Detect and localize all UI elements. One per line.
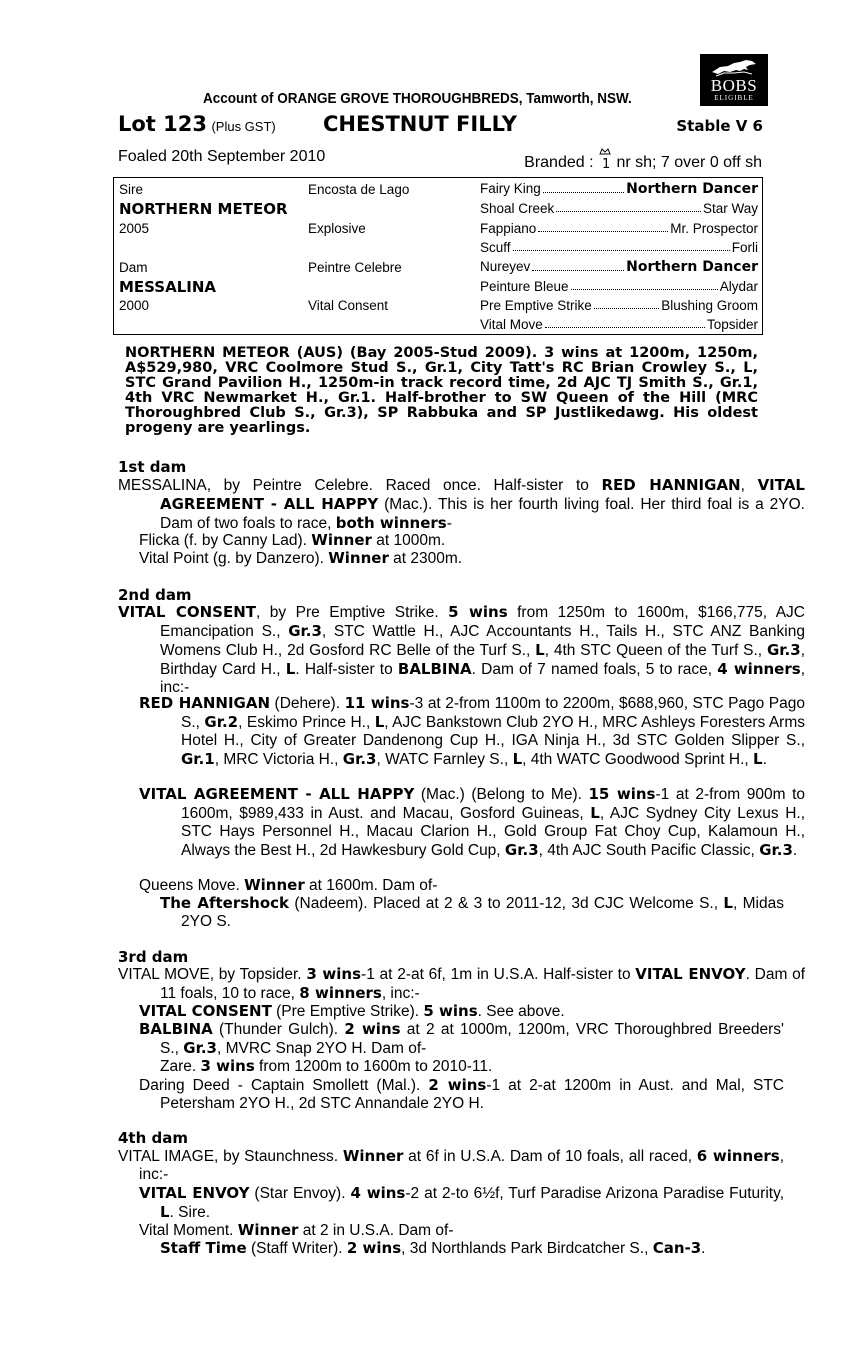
text: .: [762, 751, 767, 768]
bold-text: 3 wins: [200, 1057, 255, 1075]
bold-text: L: [723, 894, 733, 912]
bold-text: VITAL CONSENT: [118, 603, 256, 621]
second-dam-progeny: [139, 785, 805, 860]
text: at 2300m.: [388, 550, 463, 567]
pedigree-table: [113, 177, 763, 335]
third-dam-grand-progeny: [160, 1057, 763, 1076]
bold-text: 4 wins: [350, 1184, 406, 1202]
text: , Eskimo Prince H.,: [238, 714, 375, 731]
text: at 1000m.: [371, 532, 446, 549]
text: (Dehere).: [270, 695, 345, 712]
brand-info: [524, 148, 762, 172]
bold-text: VITAL ENVOY: [635, 965, 746, 983]
bold-text: L: [535, 641, 545, 659]
text: VITAL MOVE, by Topsider.: [118, 966, 307, 983]
second-dam-main: [118, 603, 805, 697]
brand-crown-icon: [598, 148, 612, 170]
sire-label: Sire: [119, 182, 144, 197]
bold-text: Gr.3: [183, 1039, 217, 1057]
sire-name: NORTHERN METEOR: [119, 200, 288, 218]
text: (Mac.) (Belong to Me).: [414, 786, 589, 803]
third-dam-main: [118, 965, 805, 1003]
brand-description: nr sh; 7 over 0 off sh: [616, 154, 762, 171]
bold-text: 8 winners: [299, 984, 382, 1002]
bold-text: 4 winners: [717, 660, 801, 678]
text: Queens Move.: [139, 877, 245, 894]
text: , inc:-: [160, 661, 805, 696]
bold-text: Gr.3: [342, 750, 377, 768]
second-dam-progeny: [139, 694, 805, 769]
sire-sire: Encosta de Lago: [308, 182, 410, 197]
bold-text: Gr.3: [504, 841, 539, 859]
ancestor-row: Fappiano Mr. Prospector: [480, 221, 758, 236]
bold-text: BALBINA: [397, 660, 472, 678]
text: at 6f in U.S.A. Dam of 10 foals, all raced,: [403, 1148, 697, 1165]
bold-text: 5 wins: [423, 1002, 478, 1020]
bold-text: Winner: [311, 531, 372, 549]
text: .: [701, 1240, 706, 1257]
logo-text-eligible: ELIGIBLE: [714, 94, 754, 102]
text: from 1200m to 1600m to 2010-11.: [254, 1058, 493, 1075]
text: -1 at 2-from 900m to 1600m, $989,433 in Aust. and Macau, Gosford Guineas,: [181, 786, 806, 822]
text: , Midas 2YO S.: [181, 895, 784, 930]
text: . Half-sister to: [295, 661, 398, 678]
sire-dam: Explosive: [308, 221, 366, 236]
fourth-dam-grand-progeny: [160, 1239, 763, 1258]
text: -2 at 2-to 6½f, Turf Paradise Arizona Paradise Futurity,: [405, 1185, 785, 1202]
bold-text: Gr.3: [766, 641, 801, 659]
text: -1 at 2-at 1200m in Aust. and Mal, STC Petersham 2YO H., 2d STC Annandale 2YO H.: [160, 1077, 784, 1112]
text: , 4th WATC Goodwood Sprint H.,: [522, 751, 753, 768]
text: Vital Point (g. by Danzero).: [139, 550, 329, 567]
text: , Birthday Card H.,: [160, 642, 805, 678]
bold-text: 11 wins: [344, 694, 410, 712]
text: (Nadeem). Placed at 2 & 3 to 2011-12, 3d CJC Welcome S.,: [289, 895, 724, 912]
text: Daring Deed - Captain Smollett (Mal.).: [139, 1077, 429, 1094]
ancestor-row: Shoal Creek Star Way: [480, 201, 758, 216]
bold-text: BALBINA: [139, 1020, 213, 1038]
dam-year: 2000: [119, 298, 150, 313]
plus-gst-note: (Plus GST): [211, 119, 276, 134]
bold-text: Gr.3: [759, 841, 793, 859]
bobs-eligible-logo: [700, 54, 768, 106]
bold-text: VITAL ENVOY: [139, 1184, 250, 1202]
bold-text: 5 wins: [448, 603, 508, 621]
bold-text: L: [160, 1203, 170, 1221]
bold-text: 15 wins: [588, 785, 656, 803]
dam-sire: Peintre Celebre: [308, 260, 402, 275]
bold-text: Winner: [328, 549, 389, 567]
text: , inc:-: [139, 1148, 785, 1183]
bold-text: RED HANNIGAN: [139, 694, 271, 712]
stable-number: Stable V 6: [676, 117, 763, 135]
text: at 2 at 1000m, 1200m, VRC Thoroughbred Breeders' S.,: [160, 1021, 785, 1057]
text: at 1600m. Dam of-: [304, 877, 438, 894]
text: . Dam of 7 named foals, 5 to race,: [471, 661, 718, 678]
text: , inc:-: [381, 985, 420, 1002]
bold-text: Staff Time: [160, 1239, 247, 1257]
second-dam-grand-progeny: [160, 894, 784, 931]
bold-text: Gr.1: [181, 750, 215, 768]
vendor-account: Account of ORANGE GROVE THOROUGHBREDS, Tamworth, NSW.: [203, 90, 632, 107]
lot-number: Lot 123: [118, 112, 207, 136]
text: , 4th AJC South Pacific Classic,: [538, 842, 760, 859]
logo-text-bobs: BOBS: [710, 76, 758, 95]
bold-text: Gr.3: [288, 622, 322, 640]
third-dam-progeny: [139, 1076, 784, 1113]
text: Flicka (f. by Canny Lad).: [139, 532, 312, 549]
first-dam-main: [118, 476, 805, 533]
first-dam-heading: 1st dam: [118, 458, 187, 476]
bold-text: Winner: [342, 1147, 404, 1165]
text: , AJC Sydney City Lexus H., STC Hays Personnel H., Macau Clarion H., Gold Group Fat Choy Cup, Kalamoun H., Always the Best H., 2d Hawkesbury Gold Cup,: [181, 805, 805, 859]
text: -1 at 2-at 6f, 1m in U.S.A. Half-sister to: [361, 966, 636, 983]
fourth-dam-main: [118, 1147, 784, 1184]
text: , 4th STC Queen of the Turf S.,: [544, 642, 767, 659]
lot-header: [118, 112, 763, 140]
bold-text: both winners: [335, 514, 447, 532]
ancestor-row: Scuff Forli: [480, 240, 758, 255]
text: -3 at 2-from 1100m to 2200m, $688,960, STC Pago Pago S.,: [181, 695, 805, 731]
fourth-dam-heading: 4th dam: [118, 1129, 188, 1147]
text: Zare.: [160, 1058, 201, 1075]
sire-summary: NORTHERN METEOR (AUS) (Bay 2005-Stud 2009). 3 wins at 1200m, 1250m, A$529,980, VRC Coolmore Stud S., Gr.1, City Tatt's RC Brian Crowley S., L, STC Grand Pavilion H., 1250m-in track record time, 2d AJC TJ Smith S., Gr.1, 4th VRC Newmarket H., Gr.1. Half-brother to SW Queen of the Hill (MRC Thoroughbred Club S., Gr.3), SP Rabbuka and SP Justlikedawg. His oldest progeny are yearlings.: [125, 345, 758, 436]
bold-text: Can-3: [652, 1239, 702, 1257]
ancestor-row: Nureyev Northern Dancer: [480, 259, 758, 275]
text: . Sire.: [169, 1204, 211, 1221]
first-dam-progeny: [139, 531, 763, 550]
text: ,: [740, 477, 758, 494]
bold-text: Winner: [237, 1221, 299, 1239]
bold-text: L: [590, 804, 600, 822]
text: . Dam of 11 foals, 10 to race,: [160, 966, 806, 1002]
text: Vital Moment.: [139, 1222, 238, 1239]
ancestor-row: Fairy King Northern Dancer: [480, 181, 758, 197]
text: from 1250m to 1600m, $166,775, AJC Emancipation S.,: [160, 604, 805, 640]
text: -: [446, 515, 452, 532]
svg-text:1: 1: [601, 157, 611, 170]
branded-label: Branded :: [524, 154, 594, 171]
bold-text: L: [374, 713, 385, 731]
text: VITAL IMAGE, by Staunchness.: [118, 1148, 343, 1165]
fourth-dam-progeny: [139, 1184, 784, 1222]
horse-description: CHESTNUT FILLY: [323, 112, 517, 136]
bold-text: Winner: [244, 876, 305, 894]
bold-text: 6 winners: [696, 1147, 780, 1165]
ancestor-row: Vital Move Topsider: [480, 317, 758, 332]
text: , 3d Northlands Park Birdcatcher S.,: [401, 1240, 653, 1257]
dam-label: Dam: [119, 260, 148, 275]
fourth-dam-progeny: [139, 1221, 763, 1240]
text: , WATC Farnley S.,: [376, 751, 513, 768]
bold-text: 2 wins: [428, 1076, 487, 1094]
dam-dam: Vital Consent: [308, 298, 389, 313]
text: MESSALINA, by Peintre Celebre. Raced once. Half-sister to: [118, 477, 602, 494]
bold-text: L: [285, 660, 296, 678]
text: .: [792, 842, 798, 859]
bold-text: 2 wins: [346, 1239, 402, 1257]
bold-text: The Aftershock: [160, 894, 290, 912]
bold-text: 2 wins: [344, 1020, 401, 1038]
text: , MVRC Snap 2YO H. Dam of-: [216, 1040, 427, 1057]
text: , STC Wattle H., AJC Accountants H., Tails H., STC ANZ Banking Womens Club H., 2d Gosford RC Belle of the Turf S.,: [160, 623, 805, 659]
text: (Star Envoy).: [249, 1185, 351, 1202]
second-dam-progeny: [139, 876, 763, 895]
text: at 2 in U.S.A. Dam of-: [298, 1222, 454, 1239]
bold-text: L: [753, 750, 763, 768]
bold-text: L: [512, 750, 523, 768]
text: , MRC Victoria H.,: [214, 751, 343, 768]
galloping-horse-icon: [710, 58, 758, 78]
bold-text: Gr.2: [204, 713, 239, 731]
first-dam-progeny: [139, 549, 763, 568]
text: , by Pre Emptive Strike.: [255, 604, 449, 621]
second-dam-heading: 2nd dam: [118, 586, 192, 604]
text: (Mac.). This is her fourth living foal. Her third foal is a 2YO. Dam of two foals to race,: [160, 496, 805, 532]
third-dam-heading: 3rd dam: [118, 948, 189, 966]
bold-text: VITAL AGREEMENT - ALL HAPPY: [139, 785, 415, 803]
dam-name: MESSALINA: [119, 278, 217, 296]
sire-year: 2005: [119, 221, 150, 236]
text: . See above.: [477, 1003, 565, 1020]
third-dam-progeny: [139, 1020, 784, 1058]
foaled-date: Foaled 20th September 2010: [118, 148, 326, 165]
bold-text: 3 wins: [306, 965, 362, 983]
text: (Pre Emptive Strike).: [271, 1003, 424, 1020]
bold-text: RED HANNIGAN: [601, 476, 741, 494]
text: (Staff Writer).: [246, 1240, 347, 1257]
text: , AJC Bankstown Club 2YO H., MRC Ashleys Foresters Arms Hotel H., City of Greater Dandenong Cup H., IGA Ninja H., 3d STC Golden Slipper S.,: [181, 714, 805, 749]
ancestor-row: Peinture Bleue Alydar: [480, 279, 758, 294]
third-dam-progeny: [139, 1002, 763, 1021]
bold-text: VITAL CONSENT: [139, 1002, 272, 1020]
ancestor-row: Pre Emptive Strike Blushing Groom: [480, 298, 758, 313]
bold-text: VITAL AGREEMENT - ALL HAPPY: [160, 476, 805, 513]
text: (Thunder Gulch).: [212, 1021, 345, 1038]
